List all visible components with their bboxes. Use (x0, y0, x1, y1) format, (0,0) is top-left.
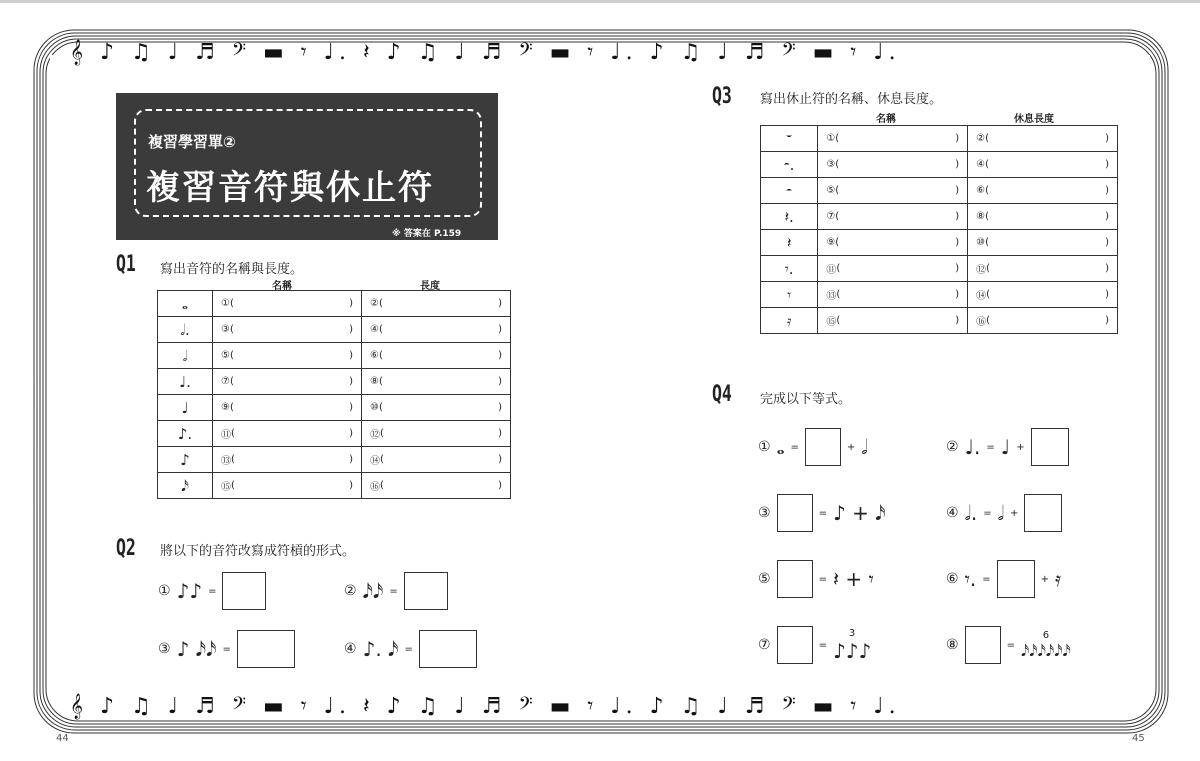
paren-right: ) (498, 480, 502, 491)
equals-sign: = (818, 639, 827, 651)
q4-left-note: 𝄾. (964, 567, 977, 591)
paren-left: ( (986, 289, 991, 300)
note-symbol: 𝄾 (787, 285, 792, 304)
equals-sign: = (1006, 639, 1015, 651)
q1-text: 寫出音符的名稱與長度。 (160, 262, 304, 277)
q4-item-number: ④ (946, 505, 959, 521)
length-answer-cell[interactable] (362, 317, 511, 343)
note-symbol: 𝄾. (784, 259, 794, 278)
length-answer-cell[interactable] (968, 152, 1118, 178)
answer-number: ① (826, 133, 836, 144)
q2-item-4 (344, 630, 477, 668)
paren-left: ( (378, 376, 383, 387)
paren-right: ) (1105, 211, 1109, 222)
paren-right: ) (498, 350, 502, 361)
symbol-cell (761, 126, 818, 152)
q2-item-number: ④ (344, 641, 357, 657)
table-row (761, 256, 1118, 282)
paren-right: ) (498, 402, 502, 413)
paren-left: ( (986, 263, 991, 274)
length-answer-cell[interactable] (362, 291, 511, 317)
paren-left: ( (986, 315, 991, 326)
page-number-right: 45 (1132, 733, 1145, 744)
paren-left: ( (380, 428, 384, 439)
table-row (761, 126, 1118, 152)
q4-item-7 (758, 626, 871, 664)
name-answer-cell[interactable] (818, 308, 968, 334)
name-answer-cell[interactable] (818, 204, 968, 230)
answer-number: ① (221, 298, 230, 309)
name-answer-cell[interactable] (818, 256, 968, 282)
paren-right: ) (955, 263, 960, 274)
paren-left: ( (835, 159, 840, 170)
q4-item-number: ② (946, 439, 959, 455)
table-row (761, 152, 1118, 178)
q4-item-number: ⑦ (758, 637, 771, 653)
answer-number: ⑩ (976, 237, 986, 248)
paren-right: ) (498, 454, 502, 465)
length-answer-cell[interactable] (968, 282, 1118, 308)
paren-left: ( (231, 480, 235, 491)
q4-item-number: ① (758, 439, 771, 455)
answer-number: ⑩ (370, 402, 379, 413)
length-answer-cell[interactable] (362, 421, 511, 447)
note-symbol: 𝄽 (786, 233, 792, 252)
q4-mid-note: 𝅗𝅥 (997, 501, 1005, 525)
length-answer-cell[interactable] (362, 343, 511, 369)
paren-right: ) (349, 428, 353, 439)
answer-note: ※ 答案在 P.159 (392, 229, 462, 239)
q2-answer-box-4[interactable] (419, 630, 477, 668)
length-answer-cell[interactable] (362, 447, 511, 473)
note-symbol: 𝄿 (786, 311, 792, 330)
table-row (158, 343, 511, 369)
paren-right: ) (349, 350, 353, 361)
paren-left: ( (231, 454, 235, 465)
length-answer-cell[interactable] (968, 256, 1118, 282)
note-symbol: 𝅘𝅥𝅯 (181, 476, 189, 495)
table-row (158, 369, 511, 395)
answer-number: ⑫ (370, 430, 380, 441)
paren-right: ) (498, 298, 502, 309)
q4-right-notes: ♪♪♪ (832, 638, 872, 663)
paren-right: ) (1105, 185, 1109, 196)
q4-item-2 (946, 428, 1069, 466)
q4-right-notes: 𝅘𝅥𝅯𝅘𝅥𝅯𝅘𝅥𝅯𝅘𝅥𝅯𝅘𝅥𝅯𝅘𝅥𝅯 (1020, 640, 1071, 660)
plus-sign: + (1016, 441, 1025, 453)
answer-number: ⑦ (221, 376, 230, 387)
q2-answer-box-3[interactable] (237, 630, 295, 668)
table-row (158, 395, 511, 421)
symbol-cell (761, 178, 818, 204)
q4-answer-box-6[interactable] (997, 560, 1035, 598)
answer-number: ⑯ (976, 317, 987, 328)
answer-number: ⑥ (976, 185, 986, 196)
paren-left: ( (229, 402, 234, 413)
note-symbol: 𝅗𝅥. (180, 320, 190, 339)
answer-number: ⑮ (221, 482, 231, 493)
q2-item-number: ② (344, 583, 357, 599)
paren-left: ( (229, 298, 234, 309)
paren-right: ) (349, 480, 353, 491)
answer-number: ⑬ (826, 291, 837, 302)
worksheet-title: 複習音符與休止符 (146, 168, 434, 208)
paren-right: ) (955, 133, 960, 144)
paren-left: ( (229, 376, 234, 387)
q4-right-note: 𝅗𝅥 (861, 435, 868, 459)
paren-right: ) (349, 376, 353, 387)
length-answer-cell[interactable] (968, 308, 1118, 334)
q4-answer-box-5[interactable] (777, 560, 813, 598)
q4-answer-box-4[interactable] (1024, 494, 1062, 532)
answer-number: ⑤ (221, 350, 230, 361)
paren-left: ( (836, 263, 841, 274)
q4-answer-box-3[interactable] (777, 494, 813, 532)
paren-left: ( (378, 350, 383, 361)
table-row (158, 291, 511, 317)
paren-left: ( (985, 237, 990, 248)
note-symbol: 𝄼 (786, 181, 793, 200)
length-answer-cell[interactable] (968, 178, 1118, 204)
answer-number: ⑨ (221, 402, 230, 413)
symbol-cell (158, 473, 213, 499)
paren-left: ( (835, 237, 840, 248)
equals-sign: = (818, 573, 827, 585)
paren-right: ) (1105, 263, 1109, 274)
q1-label: Q1 (116, 252, 136, 277)
q4-item-6 (946, 560, 1061, 598)
q2-item-notes: ♪. 𝅘𝅥𝅯 (362, 637, 399, 661)
q4-item-number: ⑧ (946, 637, 959, 653)
paren-right: ) (955, 315, 960, 326)
paren-left: ( (380, 454, 384, 465)
symbol-cell (761, 230, 818, 256)
paren-right: ) (1105, 315, 1109, 326)
paren-right: ) (955, 289, 960, 300)
paren-left: ( (378, 298, 383, 309)
paren-left: ( (835, 185, 840, 196)
paren-right: ) (955, 159, 960, 170)
name-answer-cell[interactable] (213, 291, 362, 317)
q2-item-notes: ♪♪ (176, 579, 203, 603)
q2-item-2 (344, 572, 448, 610)
paren-left: ( (985, 159, 990, 170)
equals-sign: = (983, 507, 992, 519)
paren-right: ) (955, 185, 960, 196)
name-answer-cell[interactable] (818, 178, 968, 204)
answer-number: ④ (976, 159, 986, 170)
q3-col-length: 休息長度 (1014, 114, 1054, 125)
name-answer-cell[interactable] (818, 152, 968, 178)
symbol-cell (761, 256, 818, 282)
q4-item-number: ③ (758, 505, 771, 521)
table-row (158, 473, 511, 499)
paren-left: ( (836, 289, 841, 300)
answer-number: ⑪ (221, 430, 231, 441)
answer-number: ② (370, 298, 379, 309)
q4-item-8 (946, 626, 1071, 664)
length-answer-cell[interactable] (968, 126, 1118, 152)
answer-number: ⑦ (826, 211, 836, 222)
symbol-cell (158, 317, 213, 343)
q4-answer-box-1[interactable] (805, 428, 841, 466)
q2-item-notes: 𝅘𝅥𝅯𝅘𝅥𝅯 (362, 579, 384, 603)
paren-right: ) (349, 324, 353, 335)
q2-item-1 (158, 572, 266, 610)
answer-number: ⑤ (826, 185, 836, 196)
q4-answer-box-2[interactable] (1031, 428, 1069, 466)
table-row (158, 317, 511, 343)
symbol-cell (158, 369, 213, 395)
length-answer-cell[interactable] (362, 473, 511, 499)
decor-band-bottom: 𝄞 ♪ ♫ ♩ ♬ 𝄢 ▬ 𝄾 ♩. 𝄽 ♪ ♫ ♩ ♬ 𝄢 ▬ 𝄾 ♩. ♪ ♫ ♩ ♬ 𝄢 ▬ 𝄾 ♩. (70, 693, 901, 719)
q4-item-3 (758, 494, 886, 532)
paren-left: ( (985, 133, 990, 144)
paren-left: ( (378, 402, 383, 413)
q2-label: Q2 (116, 536, 136, 561)
name-answer-cell[interactable] (818, 126, 968, 152)
plus-sign: + (846, 441, 856, 453)
q4-item-4 (946, 494, 1062, 532)
q4-sextuplet (1021, 630, 1071, 661)
answer-number: ⑫ (976, 265, 987, 276)
q1-col-length: 長度 (420, 281, 440, 292)
paren-right: ) (498, 324, 502, 335)
name-answer-cell[interactable] (213, 317, 362, 343)
q2-text: 將以下的音符改寫成符槓的形式。 (160, 544, 356, 559)
q3-text: 寫出休止符的名稱、休息長度。 (760, 92, 943, 107)
paren-left: ( (378, 324, 383, 335)
plus-sign: + (1010, 507, 1019, 519)
q2-item-notes: ♪ 𝅘𝅥𝅯𝅘𝅥𝅯 (176, 637, 217, 661)
table-row (761, 282, 1118, 308)
equals-sign: = (982, 573, 991, 585)
note-symbol: 𝄻 (786, 129, 793, 148)
length-answer-cell[interactable] (362, 369, 511, 395)
q4-left-note: ♩. (964, 435, 981, 459)
paren-left: ( (836, 315, 841, 326)
tuplet-number: 6 (1042, 629, 1050, 641)
name-answer-cell[interactable] (213, 343, 362, 369)
equals-sign: = (790, 441, 799, 453)
paren-right: ) (498, 428, 502, 439)
paren-left: ( (380, 480, 384, 491)
symbol-cell (761, 282, 818, 308)
q4-right-note: 𝄿 (1055, 567, 1062, 591)
name-answer-cell[interactable] (213, 369, 362, 395)
q4-mid-note: ♩ (1000, 435, 1011, 459)
q4-triplet (833, 628, 871, 663)
name-answer-cell[interactable] (213, 395, 362, 421)
decor-band-top: 𝄞 ♪ ♫ ♩ ♬ 𝄢 ▬ 𝄾 ♩. 𝄽 ♪ ♫ ♩ ♬ 𝄢 ▬ 𝄾 ♩. ♪ ♫ ♩ ♬ 𝄢 ▬ 𝄾 ♩. (70, 39, 901, 65)
equals-sign: = (222, 643, 231, 655)
q1-col-name: 名稱 (272, 281, 292, 292)
symbol-cell (158, 291, 213, 317)
note-symbol: 𝄼. (783, 155, 795, 174)
paren-right: ) (1105, 159, 1109, 170)
symbol-cell (761, 152, 818, 178)
paren-left: ( (229, 350, 234, 361)
name-answer-cell[interactable] (213, 421, 362, 447)
paren-right: ) (1105, 133, 1109, 144)
table-row (761, 230, 1118, 256)
answer-number: ⑯ (370, 482, 380, 493)
symbol-cell (761, 204, 818, 230)
page-number-left: 44 (56, 733, 69, 744)
note-symbol: 𝄽. (784, 207, 794, 226)
answer-number: ⑧ (976, 211, 986, 222)
tuplet-number: 3 (848, 627, 856, 639)
table-row (158, 447, 511, 473)
answer-number: ④ (370, 324, 379, 335)
q4-item-number: ⑤ (758, 571, 771, 587)
paren-left: ( (229, 324, 234, 335)
paren-right: ) (498, 376, 502, 387)
q3-col-name: 名稱 (876, 114, 896, 125)
equals-sign: = (389, 585, 398, 597)
paren-left: ( (835, 211, 840, 222)
q2-answer-box-2[interactable] (404, 572, 448, 610)
answer-number: ⑭ (976, 291, 987, 302)
name-answer-cell[interactable] (213, 473, 362, 499)
q2-answer-box-1[interactable] (222, 572, 266, 610)
paren-right: ) (349, 454, 353, 465)
note-symbol: ♪ (180, 450, 190, 469)
answer-number: ⑭ (370, 456, 380, 467)
q3-label: Q3 (712, 84, 732, 109)
q2-item-number: ③ (158, 641, 171, 657)
paren-right: ) (955, 211, 960, 222)
equals-sign: = (208, 585, 217, 597)
symbol-cell (158, 447, 213, 473)
answer-number: ③ (221, 324, 230, 335)
symbol-cell (761, 308, 818, 334)
answer-number: ⑨ (826, 237, 836, 248)
q4-right-notes: 𝄽 + 𝄾 (832, 567, 874, 591)
q4-left-note: 𝅝 (776, 435, 785, 459)
q4-text: 完成以下等式。 (760, 392, 852, 407)
answer-number: ③ (826, 159, 836, 170)
name-answer-cell[interactable] (818, 230, 968, 256)
answer-number: ⑮ (826, 317, 837, 328)
note-symbol: ♩. (179, 372, 191, 391)
name-answer-cell[interactable] (818, 282, 968, 308)
paren-right: ) (1105, 289, 1109, 300)
table-row (761, 204, 1118, 230)
q4-right-notes: ♪ + 𝅘𝅥𝅯 (832, 501, 886, 525)
equals-sign: = (986, 441, 995, 453)
note-symbol: 𝅝 (182, 294, 188, 313)
q1-table (157, 290, 511, 499)
q4-item-number: ⑥ (946, 571, 959, 587)
note-symbol: ♪. (177, 424, 193, 443)
answer-number: ② (976, 133, 986, 144)
equals-sign: = (404, 643, 413, 655)
answer-number: ⑧ (370, 376, 379, 387)
length-answer-cell[interactable] (362, 395, 511, 421)
length-answer-cell[interactable] (968, 204, 1118, 230)
paren-right: ) (349, 298, 353, 309)
paren-left: ( (985, 185, 990, 196)
note-symbol: 𝅗𝅥 (182, 346, 188, 365)
symbol-cell (158, 421, 213, 447)
length-answer-cell[interactable] (968, 230, 1118, 256)
paren-right: ) (349, 402, 353, 413)
q4-answer-box-7[interactable] (777, 626, 813, 664)
q2-item-3 (158, 630, 295, 668)
paren-right: ) (955, 237, 960, 248)
equals-sign: = (818, 507, 827, 519)
table-row (761, 178, 1118, 204)
q4-left-note: 𝅗𝅥. (964, 501, 978, 525)
table-row (158, 421, 511, 447)
table-row (761, 308, 1118, 334)
answer-number: ⑬ (221, 456, 231, 467)
name-answer-cell[interactable] (213, 447, 362, 473)
q4-item-5 (758, 560, 874, 598)
paren-left: ( (835, 133, 840, 144)
paren-left: ( (231, 428, 235, 439)
q3-table (760, 125, 1118, 334)
note-symbol: ♩ (181, 398, 189, 417)
plus-sign: + (1040, 573, 1050, 585)
paren-left: ( (985, 211, 990, 222)
q4-label: Q4 (712, 382, 732, 407)
answer-number: ⑪ (826, 265, 837, 276)
q4-item-1 (758, 428, 868, 466)
symbol-cell (158, 343, 213, 369)
paren-right: ) (1105, 237, 1109, 248)
worksheet-subtitle: 複習學習單② (148, 133, 236, 151)
q2-item-number: ① (158, 583, 171, 599)
answer-number: ⑥ (370, 350, 379, 361)
q4-answer-box-8[interactable] (965, 626, 1001, 664)
symbol-cell (158, 395, 213, 421)
